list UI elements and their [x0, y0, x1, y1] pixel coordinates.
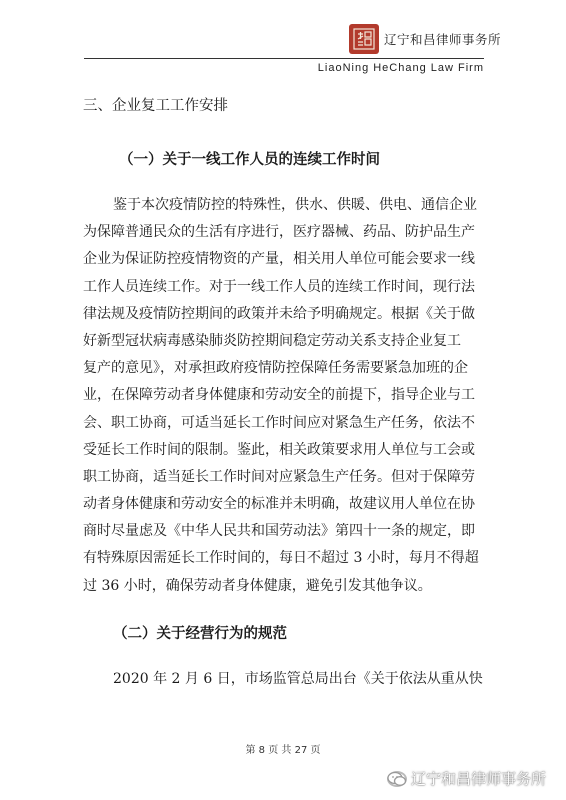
subsection-heading-1: （一）关于一线工作人员的连续工作时间	[119, 152, 380, 168]
wechat-watermark	[387, 768, 546, 789]
paragraph-line: 为保障普通民众的生活有序进行，医疗器械、药品、防护品生产	[83, 224, 475, 241]
document-body	[83, 90, 485, 693]
subsection-heading-2: （二）关于经营行为的规范	[113, 625, 287, 642]
paragraph-line: 好新型冠状病毒感染肺炎防控期间稳定劳动关系支持企业复工	[83, 332, 461, 349]
paragraph-line: 律法规及疫情防控期间的政策并未给予明确规定。根据《关于做	[83, 305, 475, 322]
firm-name-cn: 辽宁和昌律师事务所	[384, 32, 502, 47]
paragraph-line: 过 36 小时，确保劳动者身体健康，避免引发其他争议。	[83, 577, 432, 594]
section-heading: 三、企业复工工作安排	[83, 98, 228, 114]
paragraph-line: 工作人员连续工作。对于一线工作人员的连续工作时间，现行法	[83, 278, 475, 295]
paragraph-line: 企业为保证防控疫情物资的产量，相关用人单位可能会要求一线	[83, 251, 475, 268]
firm-seal-icon	[352, 27, 376, 51]
paragraph-1	[83, 192, 485, 600]
paragraph-line: 商时尽量虑及《中华人民共和国劳动法》第四十一条的规定，即	[83, 523, 475, 540]
paragraph-line: 有特殊原因需延长工作时间的，每日不超过 3 小时，每月不得超	[83, 550, 479, 567]
paragraph-line: 动者身体健康和劳动安全的标准并未明确，故建议用人单位在协	[83, 496, 475, 513]
wechat-icon	[387, 771, 407, 787]
paragraph-line: 职工协商，适当延长工作时间对应紧急生产任务。但对于保障劳	[83, 468, 475, 485]
page-header	[84, 22, 502, 74]
watermark-text: 辽宁和昌律师事务所	[410, 770, 546, 788]
paragraph-line: 鉴于本次疫情防控的特殊性，供水、供暖、供电、通信企业	[113, 197, 477, 213]
paragraph-2-line: 2020 年 2 月 6 日，市场监管总局出台《关于依法从重从快	[113, 670, 483, 687]
header-divider	[84, 58, 484, 59]
paragraph-line: 会、职工协商，可适当延长工作时间应对紧急生产任务，依法不	[83, 414, 475, 431]
firm-logo	[349, 24, 379, 54]
paragraph-line: 业，在保障劳动者身体健康和劳动安全的前提下，指导企业与工	[83, 387, 475, 404]
paragraph-line: 复产的意见》，对承担政府疫情防控保障任务需要紧急加班的企	[83, 360, 468, 377]
firm-name-en: LiaoNing HeChang Law Firm	[317, 62, 484, 74]
page-number: 第 8 页 共 27 页	[245, 745, 321, 756]
paragraph-line: 受延长工作时间的限制。鉴此，相关政策要求用人单位与工会或	[83, 441, 475, 458]
